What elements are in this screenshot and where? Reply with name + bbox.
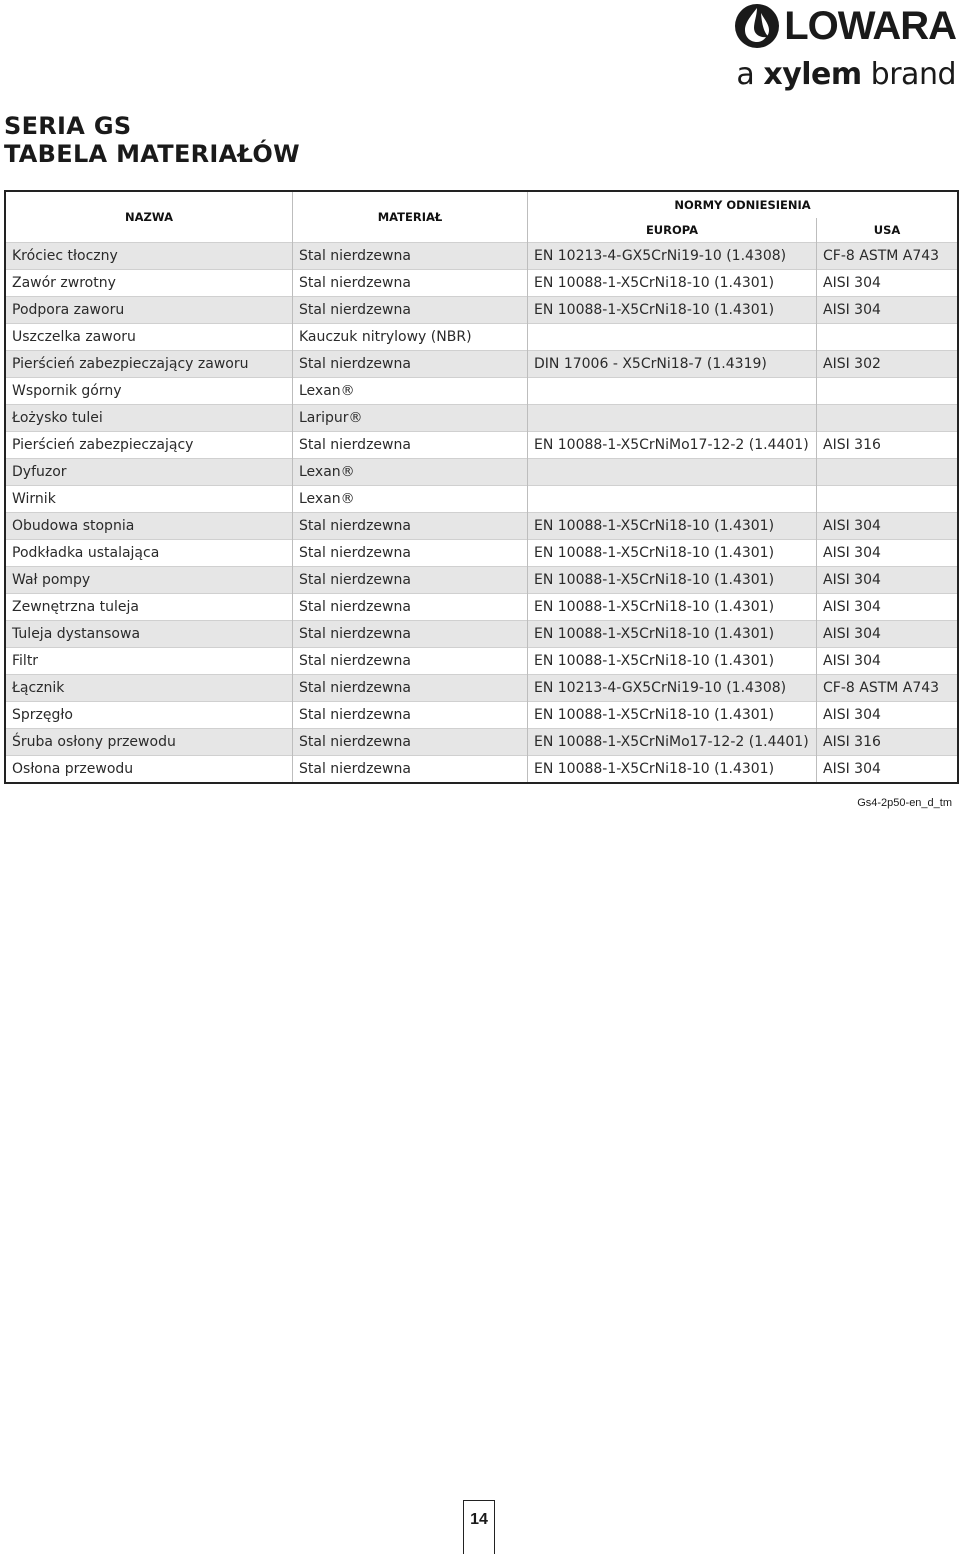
cell-name: Pierścień zabezpieczający: [5, 432, 293, 459]
cell-material: Kauczuk nitrylowy (NBR): [293, 324, 528, 351]
table-row: [5, 567, 958, 594]
table-row: [5, 675, 958, 702]
cell-usa: AISI 304: [817, 648, 959, 675]
table-row: [5, 432, 958, 459]
table-row: [5, 756, 958, 784]
table-row: [5, 486, 958, 513]
cell-material: Lexan®: [293, 378, 528, 405]
cell-name: Podkładka ustalająca: [5, 540, 293, 567]
cell-europe: EN 10088-1-X5CrNi18-10 (1.4301): [528, 297, 817, 324]
cell-name: Łącznik: [5, 675, 293, 702]
cell-material: Stal nierdzewna: [293, 513, 528, 540]
cell-usa: AISI 304: [817, 297, 959, 324]
cell-usa: AISI 304: [817, 270, 959, 297]
page-title: [4, 112, 300, 168]
cell-material: Stal nierdzewna: [293, 432, 528, 459]
table-row: [5, 297, 958, 324]
cell-material: Stal nierdzewna: [293, 648, 528, 675]
header-norms: NORMY ODNIESIENIA: [528, 191, 959, 218]
cell-material: Stal nierdzewna: [293, 702, 528, 729]
cell-usa: [817, 486, 959, 513]
table-row: [5, 324, 958, 351]
cell-name: Tuleja dystansowa: [5, 621, 293, 648]
table-row: [5, 351, 958, 378]
cell-usa: AISI 304: [817, 567, 959, 594]
cell-usa: AISI 316: [817, 729, 959, 756]
cell-europe: EN 10088-1-X5CrNiMo17-12-2 (1.4401): [528, 432, 817, 459]
cell-europe: [528, 405, 817, 432]
cell-name: Wirnik: [5, 486, 293, 513]
cell-europe: EN 10088-1-X5CrNi18-10 (1.4301): [528, 594, 817, 621]
cell-material: Stal nierdzewna: [293, 594, 528, 621]
figure-code: Gs4-2p50-en_d_tm: [857, 797, 952, 809]
cell-europe: [528, 324, 817, 351]
cell-europe: EN 10088-1-X5CrNi18-10 (1.4301): [528, 540, 817, 567]
cell-name: Króciec tłoczny: [5, 243, 293, 270]
cell-name: Łożysko tulei: [5, 405, 293, 432]
cell-name: Osłona przewodu: [5, 756, 293, 784]
page-number: 14: [463, 1500, 495, 1554]
brand-name: LOWARA: [784, 4, 956, 48]
cell-europe: [528, 378, 817, 405]
cell-europe: EN 10088-1-X5CrNi18-10 (1.4301): [528, 567, 817, 594]
cell-material: Lexan®: [293, 486, 528, 513]
materials-table: [4, 190, 959, 784]
cell-name: Filtr: [5, 648, 293, 675]
cell-material: Lexan®: [293, 459, 528, 486]
cell-material: Stal nierdzewna: [293, 540, 528, 567]
cell-usa: CF-8 ASTM A743: [817, 675, 959, 702]
cell-europe: EN 10088-1-X5CrNi18-10 (1.4301): [528, 648, 817, 675]
cell-usa: AISI 302: [817, 351, 959, 378]
cell-material: Stal nierdzewna: [293, 567, 528, 594]
cell-usa: [817, 405, 959, 432]
cell-europe: EN 10213-4-GX5CrNi19-10 (1.4308): [528, 243, 817, 270]
brand-tagline: a xylem brand: [736, 57, 956, 92]
table-row: [5, 621, 958, 648]
table-header-row: [5, 191, 958, 218]
cell-name: Podpora zaworu: [5, 297, 293, 324]
cell-usa: AISI 304: [817, 513, 959, 540]
brand-logo: [696, 0, 956, 100]
header-europe: EUROPA: [528, 218, 817, 243]
cell-usa: [817, 459, 959, 486]
cell-usa: [817, 378, 959, 405]
table-row: [5, 729, 958, 756]
cell-name: Sprzęgło: [5, 702, 293, 729]
cell-europe: EN 10088-1-X5CrNi18-10 (1.4301): [528, 621, 817, 648]
cell-usa: AISI 304: [817, 756, 959, 784]
cell-material: Stal nierdzewna: [293, 675, 528, 702]
cell-name: Śruba osłony przewodu: [5, 729, 293, 756]
cell-name: Zewnętrzna tuleja: [5, 594, 293, 621]
cell-material: Stal nierdzewna: [293, 270, 528, 297]
lowara-drop-logo-icon: [734, 3, 780, 49]
cell-name: Pierścień zabezpieczający zaworu: [5, 351, 293, 378]
table-row: [5, 459, 958, 486]
table-row: [5, 648, 958, 675]
title-line-2: TABELA MATERIAŁÓW: [4, 140, 300, 168]
table-row: [5, 702, 958, 729]
cell-europe: EN 10213-4-GX5CrNi19-10 (1.4308): [528, 675, 817, 702]
cell-usa: AISI 304: [817, 702, 959, 729]
cell-usa: CF-8 ASTM A743: [817, 243, 959, 270]
header-material: MATERIAŁ: [293, 191, 528, 243]
cell-name: Dyfuzor: [5, 459, 293, 486]
table-row: [5, 243, 958, 270]
cell-name: Zawór zwrotny: [5, 270, 293, 297]
cell-material: Stal nierdzewna: [293, 729, 528, 756]
cell-material: Stal nierdzewna: [293, 756, 528, 784]
cell-material: Stal nierdzewna: [293, 351, 528, 378]
cell-name: Wspornik górny: [5, 378, 293, 405]
cell-europe: [528, 459, 817, 486]
table-row: [5, 270, 958, 297]
cell-usa: AISI 304: [817, 621, 959, 648]
cell-material: Stal nierdzewna: [293, 621, 528, 648]
cell-usa: AISI 304: [817, 594, 959, 621]
title-line-1: SERIA GS: [4, 112, 132, 140]
cell-material: Stal nierdzewna: [293, 243, 528, 270]
cell-europe: EN 10088-1-X5CrNi18-10 (1.4301): [528, 513, 817, 540]
cell-europe: DIN 17006 - X5CrNi18-7 (1.4319): [528, 351, 817, 378]
cell-material: Stal nierdzewna: [293, 297, 528, 324]
table-row: [5, 513, 958, 540]
cell-material: Laripur®: [293, 405, 528, 432]
table-row: [5, 378, 958, 405]
cell-usa: AISI 316: [817, 432, 959, 459]
header-name: NAZWA: [125, 210, 173, 224]
header-usa: USA: [817, 218, 959, 243]
cell-europe: EN 10088-1-X5CrNi18-10 (1.4301): [528, 756, 817, 784]
cell-name: Wał pompy: [5, 567, 293, 594]
table-row: [5, 594, 958, 621]
cell-europe: EN 10088-1-X5CrNi18-10 (1.4301): [528, 702, 817, 729]
cell-europe: [528, 486, 817, 513]
cell-usa: AISI 304: [817, 540, 959, 567]
cell-usa: [817, 324, 959, 351]
table-row: [5, 405, 958, 432]
cell-europe: EN 10088-1-X5CrNi18-10 (1.4301): [528, 270, 817, 297]
table-row: [5, 540, 958, 567]
cell-name: Uszczelka zaworu: [5, 324, 293, 351]
cell-name: Obudowa stopnia: [5, 513, 293, 540]
cell-europe: EN 10088-1-X5CrNiMo17-12-2 (1.4401): [528, 729, 817, 756]
